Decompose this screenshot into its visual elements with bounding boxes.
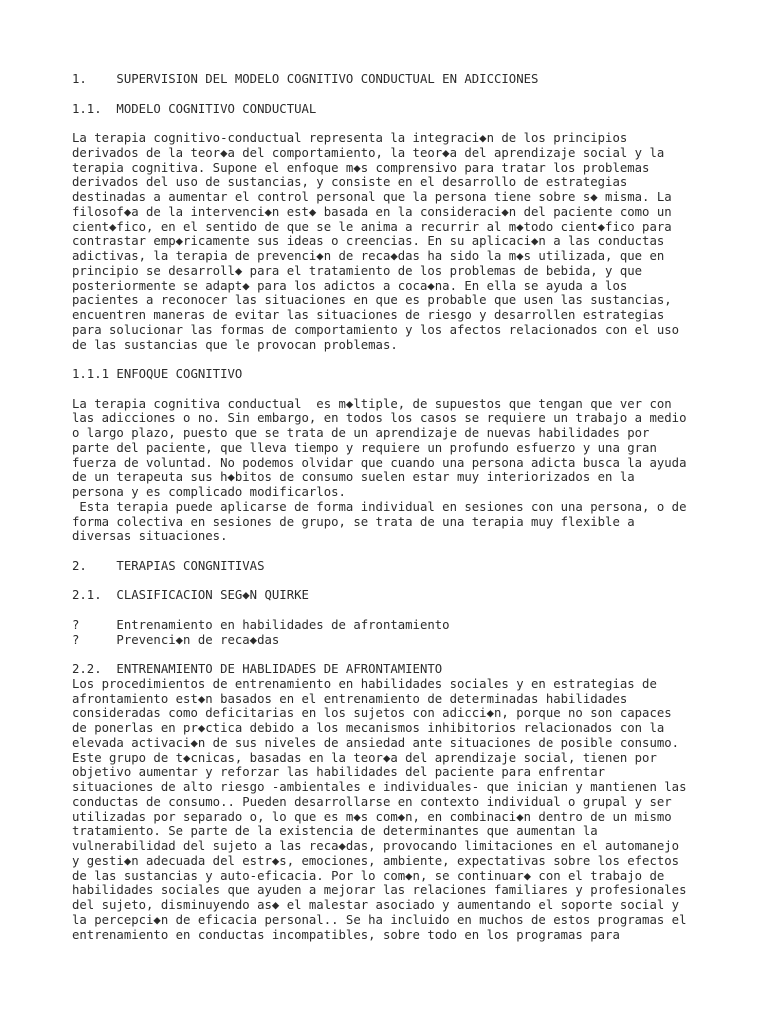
heading-1-1-1 [72, 367, 762, 382]
paragraph-spacer [72, 603, 762, 618]
document-page [72, 72, 762, 942]
heading-text: 2. TERAPIAS CONGNITIVAS [72, 558, 265, 573]
heading-2 [72, 559, 762, 574]
text-line: elevada activaci◆n de sus niveles de ansiedad ante situaciones de posible consumo. [72, 735, 680, 750]
text-line: Esta terapia puede aplicarse de forma individual en sesiones con una persona, o de [72, 499, 687, 514]
text-line: de las sustancias y auto-eficacia. Por lo com◆n, se continuar◆ con el trabajo de [72, 868, 665, 883]
list-item: ? Entrenamiento en habilidades de afrontamiento [72, 617, 450, 632]
text-line: la percepci◆n de eficacia personal.. Se ha incluido en muchos de estos programas el [72, 912, 687, 927]
text-line: filosof◆a de la intervenci◆n est◆ basada en la consideraci◆n del paciente como un [72, 204, 672, 219]
paragraph-spacer [72, 116, 762, 131]
text-line: La terapia cognitiva conductual es m◆ltiple, de supuestos que tengan que ver con [72, 396, 672, 411]
text-line: principio se desarroll◆ para el tratamiento de los problemas de bebida, y que [72, 263, 643, 278]
text-line: objetivo aumentar y reforzar las habilidades del paciente para enfrentar [72, 765, 606, 780]
text-line: y gesti◆n adecuada del estr◆s, emociones, ambiente, expectativas sobre los efectos [72, 853, 680, 868]
text-line: para solucionar las formas de comportamiento y los afectos relacionados con el uso [72, 322, 680, 337]
text-line: de las sustancias que le provocan problemas. [72, 337, 398, 352]
paragraph-spacer [72, 574, 762, 589]
text-line: entrenamiento en conductas incompatibles, sobre todo en los programas para [72, 927, 620, 942]
paragraph-entrenamiento [72, 662, 762, 942]
paragraph-enfoque [72, 397, 762, 545]
text-line: Este grupo de t◆cnicas, basadas en la teor◆a del aprendizaje social, tienen por [72, 750, 657, 765]
text-line: afrontamiento est◆n basados en el entrenamiento de determinadas habilidades [72, 691, 628, 706]
heading-1 [72, 72, 762, 87]
text-line: del sujeto, disminuyendo as◆ el malestar asociado y aumentando el soporte social y [72, 898, 680, 912]
text-line: posteriormente se adapt◆ para los adictos a coca◆na. En ella se ayuda a los [72, 278, 628, 293]
text-line: forma colectiva en sesiones de grupo, se trata de una terapia muy flexible a [72, 514, 635, 529]
heading-1-1 [72, 102, 762, 117]
text-line: persona y es complicado modificarlos. [72, 485, 346, 499]
text-line: o largo plazo, puesto que se trata de un aprendizaje de nuevas habilidades por [72, 426, 650, 440]
text-line: tratamiento. Se parte de la existencia de determinantes que aumentan la [72, 824, 598, 839]
text-line: 2.2. ENTRENAMIENTO DE HABLIDADES DE AFRONTAMIENTO [72, 662, 443, 676]
text-line: parte del paciente, que lleva tiempo y requiere un profundo esfuerzo y una gran [72, 440, 657, 455]
text-line: situaciones de alto riesgo -ambientales e individuales- que inician y mantienen las [72, 780, 687, 794]
paragraph-spacer [72, 87, 762, 102]
text-line: consideradas como deficitarias en los sujetos con adicci◆n, porque no son capaces [72, 706, 672, 721]
heading-text: 1.1.1 ENFOQUE COGNITIVO [72, 367, 243, 381]
list-clasificacion [72, 618, 762, 648]
text-line: destinadas a aumentar el control personal que la persona tiene sobre s◆ misma. La [72, 190, 672, 204]
text-line: fuerza de voluntad. No podemos olvidar que cuando una persona adicta busca la ayuda [72, 455, 687, 470]
text-line: contrastar emp◆ricamente sus ideas o creencias. En su aplicaci◆n a las conductas [72, 234, 665, 249]
text-line: utilizadas por separado o, lo que es m◆s com◆n, en combinaci◆n dentro de un mismo [72, 809, 672, 824]
text-line: derivados de la teor◆a del comportamiento, la teor◆a del aprendizaje social y la [72, 145, 665, 160]
text-line: La terapia cognitivo-conductual representa la integraci◆n de los principios [72, 131, 628, 145]
text-line: vulnerabilidad del sujeto a las reca◆das, provocando limitaciones en el automanejo [72, 839, 680, 853]
text-line: encuentren maneras de evitar las situaciones de riesgo y desarrollen estrategias [72, 308, 665, 322]
text-line: adictivas, la terapia de prevenci◆n de reca◆das ha sido la m◆s utilizada, que en [72, 249, 665, 263]
text-line: cient◆fico, en el sentido de que se le anima a recurrir al m◆todo cient◆fico para [72, 219, 672, 234]
paragraph-modelo [72, 131, 762, 352]
paragraph-spacer [72, 544, 762, 559]
heading-2-1 [72, 588, 762, 603]
text-line: conductas de consumo.. Pueden desarrollarse en contexto individual o grupal y ser [72, 794, 672, 809]
text-line: derivados del uso de sustancias, y consiste en el desarrollo de estrategias [72, 175, 628, 190]
text-line: habilidades sociales que ayuden a mejorar las relaciones familiares y profesionales [72, 883, 687, 898]
paragraph-spacer [72, 352, 762, 367]
text-line: de ponerlas en pr◆ctica debido a los mecanismos inhibitorios relacionados con la [72, 721, 665, 735]
text-line: Los procedimientos de entrenamiento en habilidades sociales y en estrategias de [72, 676, 657, 691]
paragraph-spacer [72, 382, 762, 397]
text-line: las adicciones o no. Sin embargo, en todos los casos se requiere un trabajo a medio [72, 411, 687, 426]
text-line: pacientes a reconocer las situaciones en que es probable que usen las sustancias, [72, 293, 672, 308]
list-item: ? Prevenci◆n de reca◆das [72, 632, 280, 647]
heading-text: 2.1. CLASIFICACION SEG◆N QUIRKE [72, 588, 309, 603]
paragraph-spacer [72, 647, 762, 662]
heading-text: 1.1. MODELO COGNITIVO CONDUCTUAL [72, 101, 317, 116]
heading-text: 1. SUPERVISION DEL MODELO COGNITIVO CONDUCTUAL EN ADICCIONES [72, 72, 539, 86]
text-line: terapia cognitiva. Supone el enfoque m◆s comprensivo para tratar los problemas [72, 160, 650, 175]
text-line: diversas situaciones. [72, 529, 228, 544]
text-line: de un terapeuta sus h◆bitos de consumo suelen estar muy interiorizados en la [72, 470, 635, 485]
